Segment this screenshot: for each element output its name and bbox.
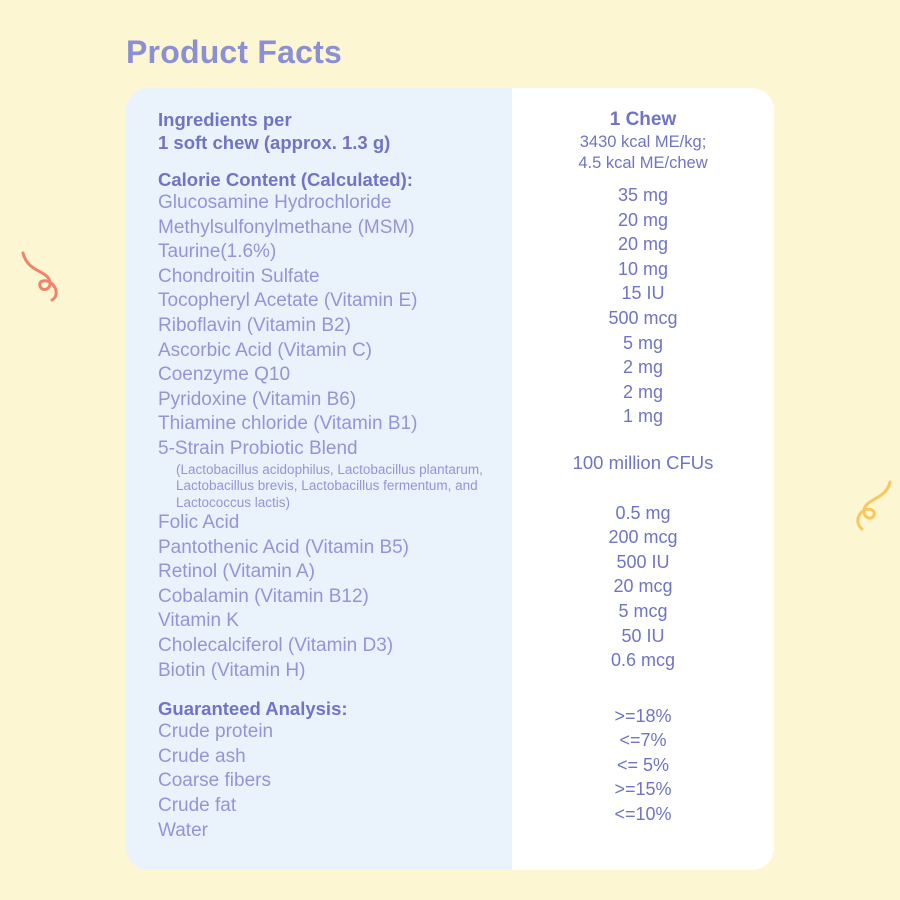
ingredient-name: Pyridoxine (Vitamin B6) [158,388,357,410]
analysis-name: Crude fat [158,794,237,816]
ingredient-name: Pantothenic Acid (Vitamin B5) [158,536,410,558]
ingredient-name: Taurine(1.6%) [158,241,277,263]
ingredient-amount: 20 mg [617,234,669,255]
calorie-content-label: Calorie Content (Calculated): [158,169,413,190]
probiotic-blend-amount: 100 million CFUs [572,451,714,473]
ingredient-name: Thiamine chloride (Vitamin B1) [158,413,418,435]
ingredient-name: Cholecalciferol (Vitamin D3) [158,635,394,656]
ingredient-name: Riboflavin (Vitamin B2) [158,314,351,336]
ingredient-amount: 0.5 mg [615,502,671,523]
ingredient-amount: 10 mg [617,258,669,279]
ingredient-name: Folic Acid [158,512,240,534]
analysis-amount: <=10% [614,804,672,825]
ingredients-column [126,88,512,870]
ingredient-name: Biotin (Vitamin H) [158,659,306,681]
ingredient-name: Vitamin K [158,610,239,632]
ingredient-amount: 2 mg [622,357,664,378]
ingredient-name: Methylsulfonylmethane (MSM) [158,216,415,238]
analysis-name: Water [158,819,208,841]
ingredient-amount: 5 mg [622,332,664,353]
amounts-column [512,88,774,870]
probiotic-blend-detail: (Lactobacillus acidophilus, Lactobacillus plantarum, Lactobacillus brevis, Lactobacillus fermentum, and Lactococcus lactis) [176,461,483,510]
probiotic-blend-name: 5-Strain Probiotic Blend [158,437,358,459]
ingredient-amount: 2 mg [622,381,664,402]
squiggle-decoration-left-icon [18,248,78,313]
ingredient-amount: 5 mcg [618,600,668,621]
ingredient-amount: 200 mcg [608,527,678,548]
spacer [512,476,774,498]
ingredient-amount: 35 mg [617,185,669,205]
calorie-value-line1: 3430 kcal ME/kg; [579,133,707,151]
ingredient-name: Glucosamine Hydrochloride [158,192,392,213]
product-facts-card [126,88,774,870]
ingredient-amount: 50 IU [621,625,665,646]
ingredient-name: Coenzyme Q10 [158,364,291,386]
analysis-amount: <= 5% [616,754,670,775]
serving-header: 1 Chew [609,109,677,130]
guaranteed-analysis-label: Guaranteed Analysis: [158,698,348,720]
spacer [512,174,774,183]
ingredient-name: Ascorbic Acid (Vitamin C) [158,339,372,361]
ingredient-name: Retinol (Vitamin A) [158,561,315,583]
ingredient-amount: 20 mg [617,209,669,230]
ingredient-name: Tocopheryl Acetate (Vitamin E) [158,290,418,312]
ingredient-amount: 20 mcg [613,576,673,597]
ingredient-amount: 500 IU [616,551,670,572]
page-title: Product Facts [126,34,342,70]
ingredient-amount: 1 mg [622,406,664,427]
calorie-value-line2: 4.5 kcal ME/chew [578,154,708,172]
ingredient-amount: 500 mcg [608,307,678,328]
analysis-amount: >=18% [614,705,672,726]
ingredient-amount: 0.6 mcg [610,650,676,671]
ingredient-name: Chondroitin Sulfate [158,265,320,287]
analysis-name: Crude protein [158,721,274,743]
analysis-amount: >=15% [614,779,672,800]
spacer [512,429,774,451]
ingredient-name: Cobalamin (Vitamin B12) [158,585,369,607]
ingredients-header-line1: Ingredients per [158,109,292,130]
squiggle-decoration-right-icon [838,478,898,543]
ingredient-amount: 15 IU [621,283,665,304]
analysis-name: Coarse fibers [158,770,271,792]
spacer [512,673,774,704]
analysis-name: Crude ash [158,745,246,767]
analysis-amount: <=7% [619,730,667,751]
ingredients-header-line2: 1 soft chew (approx. 1.3 g) [158,132,391,153]
